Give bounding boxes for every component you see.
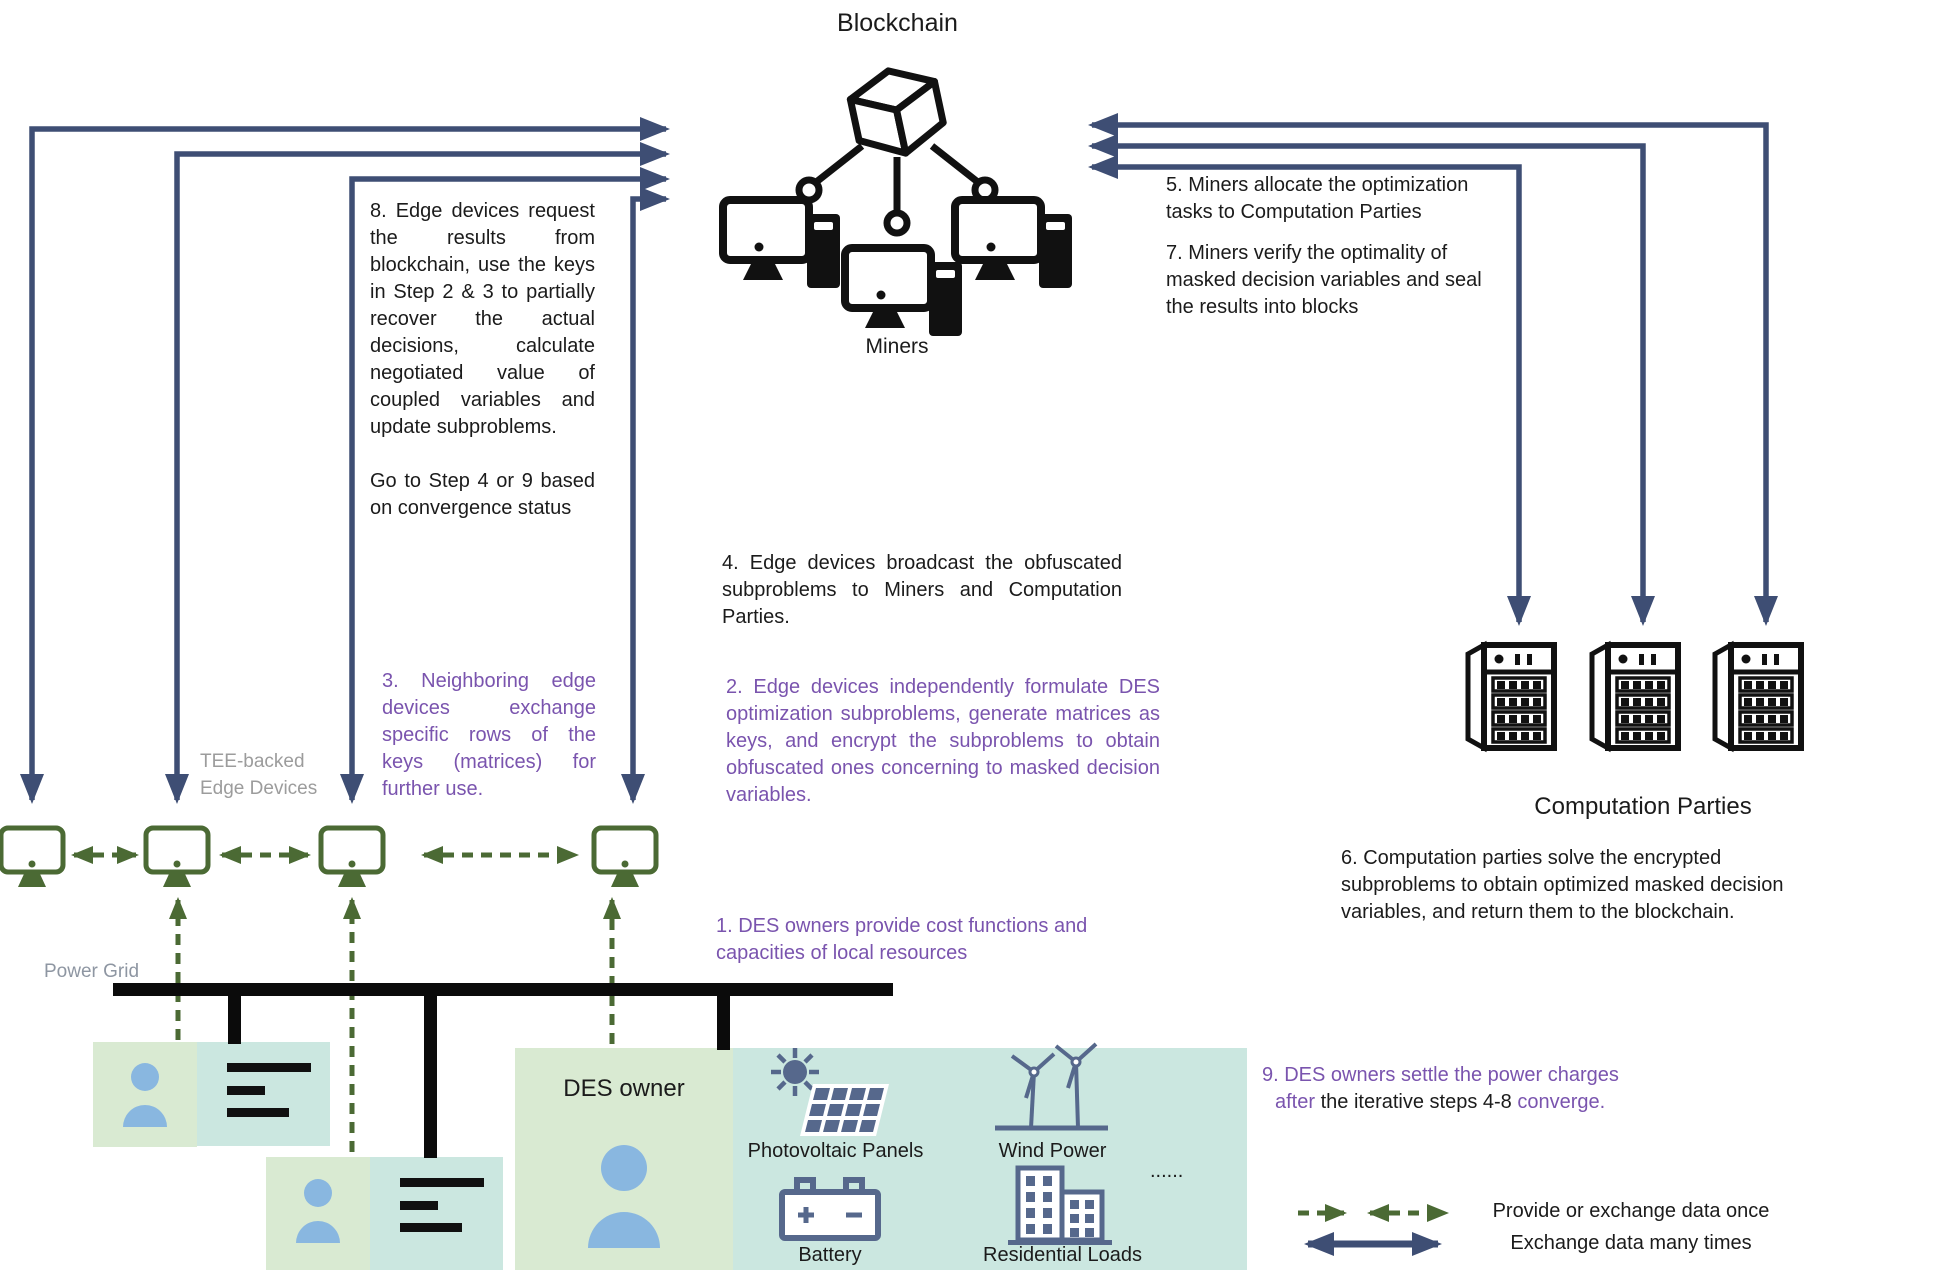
des-owner-person-icon-2 bbox=[296, 1179, 340, 1243]
residential-loads-label: Residential Loads bbox=[983, 1244, 1142, 1266]
step8-paragraph: 8. Edge devices request the results from blockchain, use the keys in Step 2 & 3 to partially recover the actual decisions, calculate negotiated value of coupled variables and update subproblems. bbox=[370, 200, 595, 438]
computation-parties-label: Computation Parties bbox=[1534, 793, 1752, 820]
edge-device-monitor-icon-4 bbox=[594, 828, 656, 887]
step4-text: 4. Edge devices broadcast the obfuscated subproblems to Miners and Computation Parties. bbox=[722, 552, 1122, 628]
step1-text: 1. DES owners provide cost functions and capacities of local resources bbox=[716, 915, 1088, 964]
des-owner-person-icon-main bbox=[588, 1145, 660, 1248]
step9-middle: the iterative steps 4-8 bbox=[1320, 1091, 1512, 1113]
ellipsis-label: ...... bbox=[1150, 1160, 1184, 1182]
step6-text: 6. Computation parties solve the encrypted subproblems to obtain optimized masked decision variables, and return them to the blockchain. bbox=[1341, 847, 1784, 923]
step8-text bbox=[370, 198, 595, 522]
document-lines-icon-2 bbox=[400, 1178, 484, 1232]
server-icon-1 bbox=[1468, 645, 1554, 748]
battery-label: Battery bbox=[798, 1244, 862, 1266]
battery-icon bbox=[782, 1180, 878, 1238]
step3-text: 3. Neighboring edge devices exchange specific rows of the keys (matrices) for further use. bbox=[382, 670, 596, 800]
photovoltaic-label: Photovoltaic Panels bbox=[747, 1140, 924, 1162]
miner-computer-icon-right bbox=[955, 200, 1072, 288]
miner-computer-icon-left bbox=[723, 200, 840, 288]
step9-converge: converge. bbox=[1517, 1091, 1606, 1113]
des-owner-person-icon-1 bbox=[123, 1063, 167, 1127]
des-owner-label: DES owner bbox=[563, 1075, 685, 1102]
server-icon-2 bbox=[1592, 645, 1678, 748]
step9-after: after bbox=[1275, 1091, 1316, 1113]
step8-goto-note: Go to Step 4 or 9 based on convergence status bbox=[370, 470, 595, 519]
legend-once-label: Provide or exchange data once bbox=[1492, 1200, 1770, 1222]
tee-edge-devices-label: TEE-backed Edge Devices bbox=[200, 751, 318, 799]
wind-power-icon bbox=[995, 1044, 1108, 1128]
wind-power-label: Wind Power bbox=[998, 1140, 1107, 1162]
residential-loads-icon bbox=[1008, 1168, 1112, 1245]
server-icon-3 bbox=[1715, 645, 1801, 748]
edge-device-monitor-icon-2 bbox=[146, 828, 208, 887]
miners-label: Miners bbox=[865, 335, 929, 358]
legend-many-label: Exchange data many times bbox=[1510, 1232, 1752, 1254]
step9-line1: 9. DES owners settle the power charges bbox=[1262, 1064, 1619, 1086]
photovoltaic-panels-icon bbox=[771, 1048, 889, 1136]
edge-device-monitor-icon-3 bbox=[321, 828, 383, 887]
document-lines-icon-1 bbox=[227, 1063, 311, 1117]
step9-text bbox=[1262, 1062, 1702, 1116]
power-grid-label: Power Grid bbox=[44, 961, 140, 982]
miner-computer-icon-center bbox=[845, 248, 962, 336]
edge-device-monitor-icon-1 bbox=[1, 828, 63, 887]
step5-text: 5. Miners allocate the optimization tasks to Computation Parties bbox=[1166, 174, 1469, 223]
step2-text: 2. Edge devices independently formulate DES optimization subproblems, generate matrices as keys, and encrypt the subproblems to obtain obfuscated ones concerning to masked decision variables. bbox=[726, 676, 1160, 806]
blockchain-title: Blockchain bbox=[837, 9, 958, 37]
step9-line2 bbox=[1262, 1089, 1702, 1116]
step7-text: 7. Miners verify the optimality of masked decision variables and seal the results into blocks bbox=[1166, 242, 1482, 318]
